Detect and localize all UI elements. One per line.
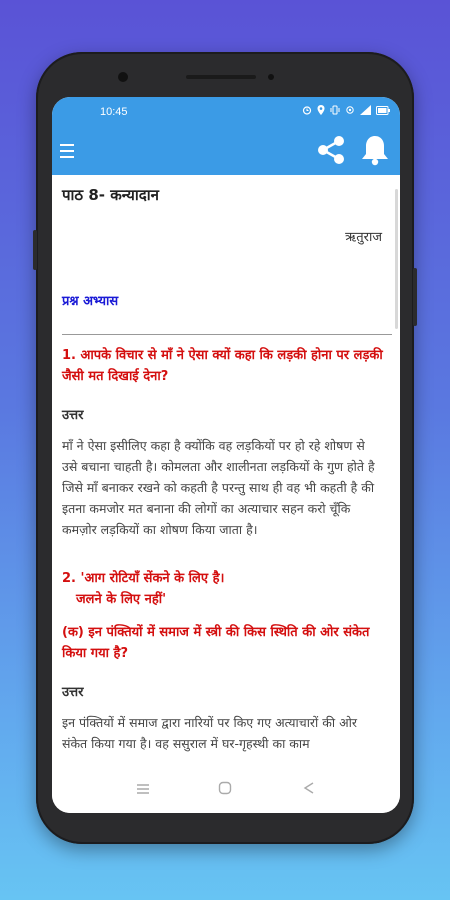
hotspot-icon [345, 105, 355, 118]
alarm-icon [302, 105, 312, 118]
answer-1: माँ ने ऐसा इसीलिए कहा है क्योंकि वह लड़कियों पर हो रहे शोषण से उसे बचाना चाहती है। कोमलता और शालीनता लड़कियों के गुण होते है जिसे माँ बनाकर रखने को कहती है परन्तु साथ ही वह भी कहती है की इतना कमजोर मत बनाना की लोगों का अत्याचार सहन करो चूँकि कमज़ोर लड़कियों का शोषण किया जाता है। [62, 438, 375, 537]
front-camera [118, 72, 128, 82]
section-heading: प्रश्न अभ्यास [62, 294, 119, 309]
question-2-line-2: जलने के लिए नहीं' [76, 592, 167, 607]
scrollbar[interactable] [395, 189, 398, 329]
question-1: 1. आपके विचार से माँ ने ऐसा क्यों कहा कि लड़की होना पर लड़की जैसी मत दिखाई देना? [62, 348, 383, 384]
signal-icon [360, 105, 371, 118]
recents-icon[interactable] [136, 781, 150, 799]
answer-2: इन पंक्तियों में समाज द्वारा नारियों पर किए गए अत्याचारों की ओर संकेत किया गया है। वह ससुराल में घर-गृहस्थी का काम [62, 715, 357, 751]
location-icon [317, 105, 325, 118]
question-2a: (क) इन पंक्तियों में समाज में स्त्री की किस स्थिति की ओर संकेत किया गया है? [62, 625, 370, 661]
power-button [413, 268, 417, 326]
volume-button [33, 230, 37, 270]
share-icon[interactable] [314, 133, 348, 171]
answer-heading-2: उत्तर [62, 685, 84, 700]
earpiece [186, 75, 256, 79]
question-2-line-1: 2. 'आग रोटियाँ सेंकने के लिए है। [62, 571, 225, 586]
sensor [268, 74, 274, 80]
lesson-content [52, 175, 392, 765]
status-bar [52, 97, 400, 127]
lesson-author: ऋतुराज [345, 230, 382, 245]
divider [62, 334, 392, 335]
vibrate-icon [330, 105, 340, 118]
home-icon[interactable] [218, 781, 232, 799]
answer-heading-1: उत्तर [62, 408, 84, 423]
app-bar [52, 127, 400, 175]
back-icon[interactable] [302, 781, 316, 799]
menu-icon[interactable] [60, 144, 74, 162]
battery-icon [376, 105, 390, 118]
status-time: 10:45 [100, 106, 128, 118]
lesson-title: पाठ 8- कन्यादान [62, 186, 159, 204]
screen [52, 97, 400, 813]
status-icons [302, 105, 390, 118]
bell-icon[interactable] [360, 133, 390, 171]
navigation-bar [52, 765, 400, 813]
